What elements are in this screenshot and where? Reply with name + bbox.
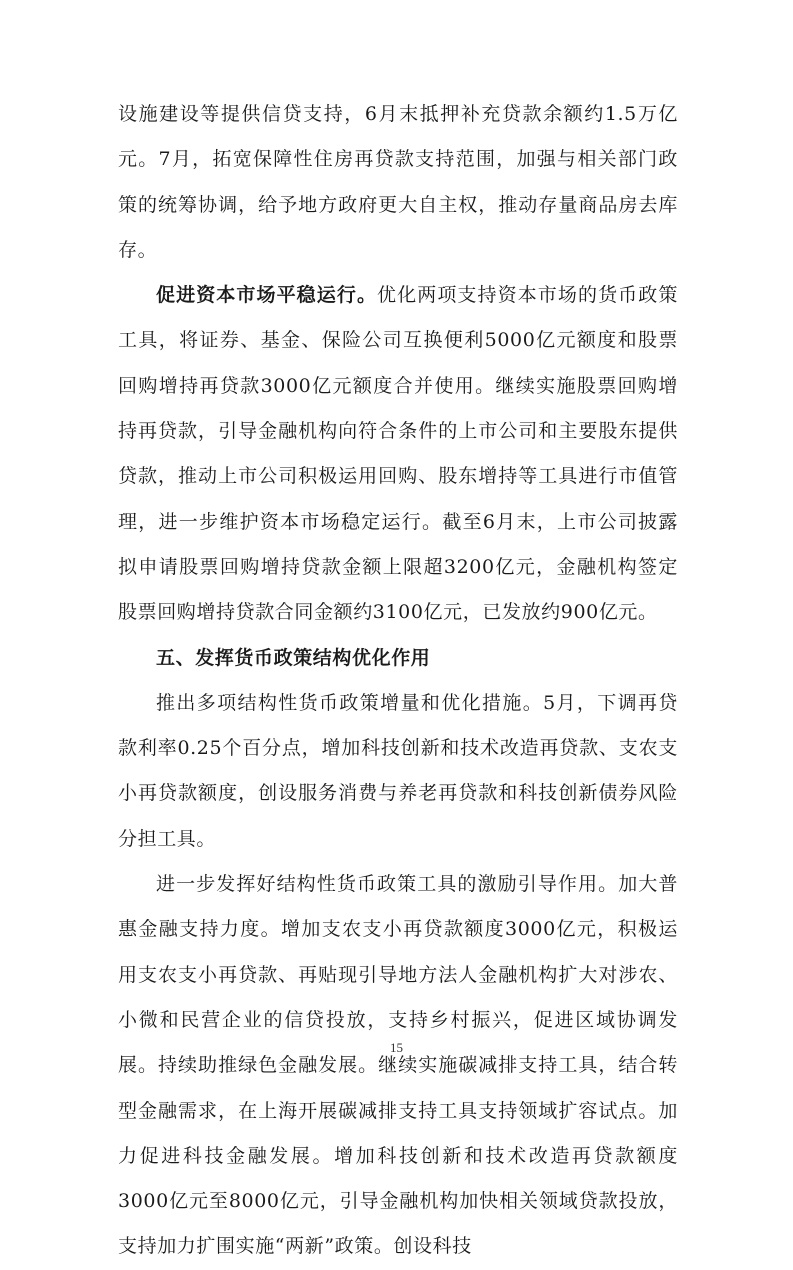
paragraph-3: [118, 681, 678, 862]
paragraph-1: [118, 92, 678, 273]
page-number: 15: [390, 1040, 403, 1055]
document-body: [118, 92, 678, 1270]
paragraph-3-text: 推出多项结构性货币政策增量和优化措施。5月，下调再贷款利率0.25个百分点，增加科技创新和技术改造再贷款、支农支小再贷款额度，创设服务消费与养老再贷款和科技创新债券风险分担工具。: [118, 691, 678, 850]
paragraph-2-lead: 促进资本市场平稳运行。: [156, 284, 378, 307]
paragraph-2: [118, 273, 678, 635]
paragraph-2-text: 优化两项支持资本市场的货币政策工具，将证券、基金、保险公司互换便利5000亿元额度和股票回购增持再贷款3000亿元额度合并使用。继续实施股票回购增持再贷款，引导金融机构向符合条件的上市公司和主要股东提供贷款，推动上市公司积极运用回购、股东增持等工具进行市值管理，进一步维护资本市场稳定运行。截至6月末，上市公司披露拟申请股票回购增持贷款金额上限超3200亿元，金融机构签定股票回购增持贷款合同金额约3100亿元，已发放约900亿元。: [118, 284, 678, 624]
paragraph-4: [118, 862, 678, 1270]
paragraph-4-text: 进一步发挥好结构性货币政策工具的激励引导作用。加大普惠金融支持力度。增加支农支小再贷款额度3000亿元，积极运用支农支小再贷款、再贴现引导地方法人金融机构扩大对涉农、小微和民营企业的信贷投放，支持乡村振兴，促进区域协调发展。持续助推绿色金融发展。继续实施碳减排支持工具，结合转型金融需求，在上海开展碳减排支持工具支持领域扩容试点。加力促进科技金融发展。增加科技创新和技术改造再贷款额度3000亿元至8000亿元，引导金融机构加快相关领域贷款投放，支持加力扩围实施“两新”政策。创设科技: [118, 873, 678, 1258]
section-heading: 五、发挥货币政策结构优化作用: [156, 646, 431, 669]
paragraph-1-text: 设施建设等提供信贷支持，6月末抵押补充贷款余额约1.5万亿元。7月，拓宽保障性住房再贷款支持范围，加强与相关部门政策的统筹协调，给予地方政府更大自主权，推动存量商品房去库存。: [118, 103, 678, 261]
